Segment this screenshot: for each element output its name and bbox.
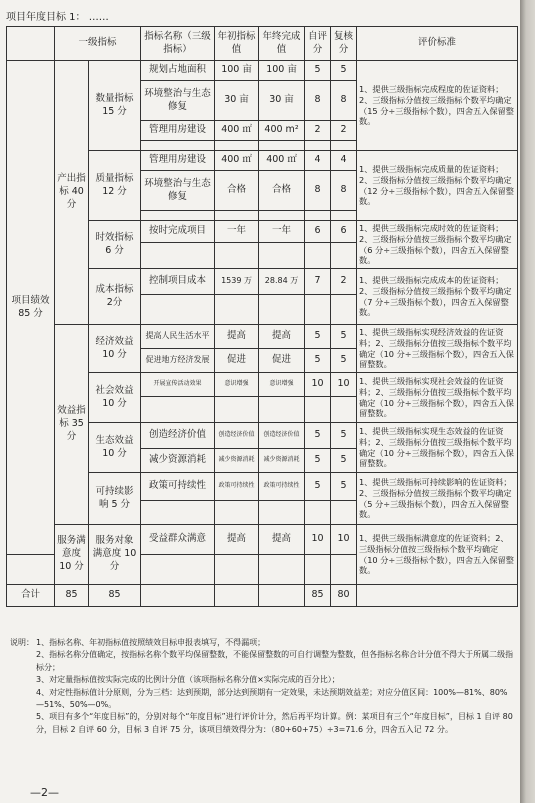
- criteria-quantity: 1、提供三级指标完成程度的佐证资料；2、三级指标分值按三级指标个数平均确定（15 分÷三级指标个数），四舍五入保留整数。: [357, 61, 518, 151]
- level3-quantity-cell: 数量指标 15 分: [89, 61, 141, 151]
- empty-cell: [215, 211, 259, 221]
- empty-cell: [305, 501, 331, 525]
- start-value: 创造经济价值: [215, 423, 259, 449]
- empty-cell: [215, 243, 259, 269]
- annual-goal-header: [6, 8, 109, 23]
- review-score: 5: [331, 349, 357, 373]
- indicator-name: 环境整治与生态修复: [141, 81, 215, 121]
- start-value: 合格: [215, 171, 259, 211]
- self-score: 7: [305, 269, 331, 295]
- end-value: 促进: [259, 349, 305, 373]
- indicator-name: 规划占地面积: [141, 61, 215, 81]
- review-score: 5: [331, 449, 357, 473]
- empty-cell: [305, 555, 331, 585]
- level3-cost-cell: 成本指标 2分: [89, 269, 141, 325]
- review-score: 5: [331, 325, 357, 349]
- header-cell-blank: [7, 27, 55, 61]
- end-value: 政策可持续性: [259, 473, 305, 501]
- empty-cell: [331, 501, 357, 525]
- empty-cell: [141, 295, 215, 325]
- empty-cell: [215, 397, 259, 423]
- header-end-value: 年终完成值: [259, 27, 305, 61]
- review-score: 8: [331, 81, 357, 121]
- empty-cell: [215, 295, 259, 325]
- header-criteria: 评价标准: [357, 27, 518, 61]
- review-score: 5: [331, 473, 357, 501]
- indicator-name: 受益群众满意: [141, 525, 215, 555]
- annual-goal-value: ……: [88, 12, 109, 23]
- indicator-name: 提高人民生活水平: [141, 325, 215, 349]
- review-score: 10: [331, 373, 357, 397]
- criteria-timeliness: 1、提供三级指标完成时效的佐证资料；2、三级指标分值按三级指标个数平均确定（6 分÷三级指标个数），四舍五入保留整数。: [357, 221, 518, 269]
- header-name: 指标名称（三级指标）: [141, 27, 215, 61]
- empty-cell: [331, 243, 357, 269]
- criteria-economic: 1、提供三级指标实现经济效益的佐证资料；2、三级指标分值按三级指标个数平均确定（10 分÷三级指标个数），四舍五入保留整数。: [357, 325, 518, 373]
- self-score: 5: [305, 449, 331, 473]
- level3-satisfaction-cell: 服务对象满意度 10 分: [89, 525, 141, 585]
- indicator-name: 促进地方经济发展: [141, 349, 215, 373]
- notes-section: [10, 637, 515, 736]
- indicator-name: 开展宣传活动效果: [141, 373, 215, 397]
- self-score: 5: [305, 473, 331, 501]
- self-score: 8: [305, 171, 331, 211]
- self-score: 5: [305, 423, 331, 449]
- empty-cell: [141, 555, 215, 585]
- self-score: 6: [305, 221, 331, 243]
- criteria-social: 1、提供三级指标实现社会效益的佐证资料；2、三级指标分值按三级指标个数平均确定（10 分÷三级指标个数），四舍五入保留整数。: [357, 373, 518, 423]
- total-review-score: 80: [331, 585, 357, 607]
- end-value: 提高: [259, 325, 305, 349]
- empty-cell: [259, 501, 305, 525]
- end-value: 28.84 万: [259, 269, 305, 295]
- start-value: 30 亩: [215, 81, 259, 121]
- page-number: —2—: [30, 786, 59, 799]
- page-edge-shadow: [520, 0, 535, 803]
- start-value: 100 亩: [215, 61, 259, 81]
- criteria-cost: 1、提供三级指标完成成本的佐证资料；2、三级指标分值按三级指标个数平均确定（7 分÷三级指标个数），四舍五入保留整数。: [357, 269, 518, 325]
- empty-cell: [259, 211, 305, 221]
- level1-cell: 项目绩效 85 分: [7, 61, 55, 555]
- table-row: [7, 525, 518, 555]
- empty-cell: [215, 141, 259, 151]
- empty-cell: [141, 211, 215, 221]
- empty-cell: [141, 397, 215, 423]
- empty-cell: [259, 141, 305, 151]
- annual-goal-label: 项目年度目标 1：: [6, 12, 86, 23]
- criteria-quality: 1、提供三级指标完成质量的佐证资料；2、三级指标分值按三级指标个数平均确定（12 分÷三级指标个数），四舍五入保留整数。: [357, 151, 518, 221]
- review-score: 5: [331, 423, 357, 449]
- empty-cell: [215, 555, 259, 585]
- empty-cell: [331, 397, 357, 423]
- empty-cell: [331, 141, 357, 151]
- header-review-score: 复核分: [331, 27, 357, 61]
- end-value: 100 亩: [259, 61, 305, 81]
- table-header-row: [7, 27, 518, 61]
- note-2: 2、指标名称分值确定，按指标名称个数平均保留整数，不能保留整数的可自行调整为整数，但各指标名称合计分值不得大于所属二级指标分；: [36, 650, 514, 672]
- empty-cell: [141, 501, 215, 525]
- criteria-satisfaction: 1、提供三级指标满意度的佐证资料；2、三级指标分值按三级指标个数平均确定（10 分÷三级指标个数），四舍五入保留整数。: [357, 525, 518, 585]
- start-value: 减少资源消耗: [215, 449, 259, 473]
- end-value: 减少资源消耗: [259, 449, 305, 473]
- empty-cell: [259, 585, 305, 607]
- empty-cell: [215, 501, 259, 525]
- start-value: 400 ㎡: [215, 121, 259, 141]
- total-row: [7, 585, 518, 607]
- indicator-name: 管理用房建设: [141, 121, 215, 141]
- note-3: 3、对定量指标值按实际完成的比例计分值（该项指标名称分值×实际完成的百分比）；: [36, 675, 340, 685]
- header-level1: 一级指标: [55, 27, 141, 61]
- end-value: 400 ㎡: [259, 151, 305, 171]
- empty-cell: [141, 585, 215, 607]
- end-value: 创造经济价值: [259, 423, 305, 449]
- end-value: 400 m²: [259, 121, 305, 141]
- note-5: 5、项目有多个“年度目标”的，分别对每个“年度目标”进行评价计分，然后再平均计算。例：某项目有三个“年度目标”，目标 1 自评 80 分，目标 2 自评 60 分，目标 3 自评 75 分，该项目绩效得分为：（80+60+75）÷3=71.6 分，四舍五入记 72 分。: [36, 712, 513, 734]
- criteria-sustainability: 1、提供三级指标可持续影响的佐证资料；2、三级指标分值按三级指标个数平均确定（5 分÷三级指标个数），四舍五入保留整数。: [357, 473, 518, 525]
- evaluation-table: [6, 26, 518, 607]
- self-score: 10: [305, 373, 331, 397]
- self-score: 8: [305, 81, 331, 121]
- review-score: 4: [331, 151, 357, 171]
- empty-cell: [7, 555, 55, 585]
- note-1: 1、指标名称、年初指标值按照绩效目标申报表填写，不得漏项；: [36, 638, 266, 647]
- total-self-score: 85: [305, 585, 331, 607]
- start-value: 政策可持续性: [215, 473, 259, 501]
- criteria-ecological: 1、提供三级指标实现生态效益的佐证资料；2、三级指标分值按三级指标个数平均确定（10 分÷三级指标个数），四舍五入保留整数。: [357, 423, 518, 473]
- empty-cell: [141, 141, 215, 151]
- review-score: 6: [331, 221, 357, 243]
- empty-cell: [305, 243, 331, 269]
- table-row: [7, 325, 518, 349]
- self-score: 2: [305, 121, 331, 141]
- total-label: 合计: [7, 585, 55, 607]
- empty-cell: [331, 295, 357, 325]
- self-score: 5: [305, 325, 331, 349]
- indicator-name: 按时完成项目: [141, 221, 215, 243]
- start-value: 1539 万: [215, 269, 259, 295]
- indicator-name: 管理用房建设: [141, 151, 215, 171]
- level2-benefit-cell: 效益指标 35 分: [55, 325, 89, 525]
- empty-cell: [331, 211, 357, 221]
- review-score: 2: [331, 269, 357, 295]
- self-score: 4: [305, 151, 331, 171]
- empty-cell: [259, 243, 305, 269]
- self-score: 5: [305, 349, 331, 373]
- empty-cell: [305, 141, 331, 151]
- self-score: 5: [305, 61, 331, 81]
- note-4: 4、对定性指标值计分原则，分为三档：达到预期，部分达到预期有一定效果，未达预期效益差；对应分值区间：100%—81%、80%—51%、50%—0%。: [36, 687, 508, 709]
- indicator-name: 减少资源消耗: [141, 449, 215, 473]
- level3-timeliness-cell: 时效指标 6 分: [89, 221, 141, 269]
- review-score: 8: [331, 171, 357, 211]
- start-value: 意识增强: [215, 373, 259, 397]
- review-score: 10: [331, 525, 357, 555]
- empty-cell: [259, 295, 305, 325]
- level3-ecological-cell: 生态效益 10 分: [89, 423, 141, 473]
- empty-cell: [357, 585, 518, 607]
- empty-cell: [215, 585, 259, 607]
- level3-sustainability-cell: 可持续影响 5 分: [89, 473, 141, 525]
- header-self-score: 自评分: [305, 27, 331, 61]
- review-score: 5: [331, 61, 357, 81]
- header-start-value: 年初指标值: [215, 27, 259, 61]
- end-value: 一年: [259, 221, 305, 243]
- self-score: 10: [305, 525, 331, 555]
- start-value: 400 ㎡: [215, 151, 259, 171]
- start-value: 促进: [215, 349, 259, 373]
- empty-cell: [141, 243, 215, 269]
- indicator-name: 环境整治与生态修复: [141, 171, 215, 211]
- total-level2: 85: [89, 585, 141, 607]
- end-value: 意识增强: [259, 373, 305, 397]
- indicator-name: 创造经济价值: [141, 423, 215, 449]
- empty-cell: [259, 397, 305, 423]
- end-value: 30 亩: [259, 81, 305, 121]
- start-value: 提高: [215, 325, 259, 349]
- level3-social-cell: 社会效益 10 分: [89, 373, 141, 423]
- empty-cell: [305, 397, 331, 423]
- start-value: 一年: [215, 221, 259, 243]
- start-value: 提高: [215, 525, 259, 555]
- indicator-name: 政策可持续性: [141, 473, 215, 501]
- empty-cell: [305, 295, 331, 325]
- level3-quality-cell: 质量指标 12 分: [89, 151, 141, 221]
- total-level1: 85: [55, 585, 89, 607]
- level3-economic-cell: 经济效益 10 分: [89, 325, 141, 373]
- empty-cell: [305, 211, 331, 221]
- end-value: 提高: [259, 525, 305, 555]
- level2-satisfaction-cell: 服务满意度 10 分: [55, 525, 89, 585]
- review-score: 2: [331, 121, 357, 141]
- empty-cell: [259, 555, 305, 585]
- end-value: 合格: [259, 171, 305, 211]
- level2-output-cell: 产出指标 40 分: [55, 61, 89, 325]
- notes-prefix: 说明：: [10, 638, 34, 647]
- indicator-name: 控制项目成本: [141, 269, 215, 295]
- table-row: [7, 61, 518, 81]
